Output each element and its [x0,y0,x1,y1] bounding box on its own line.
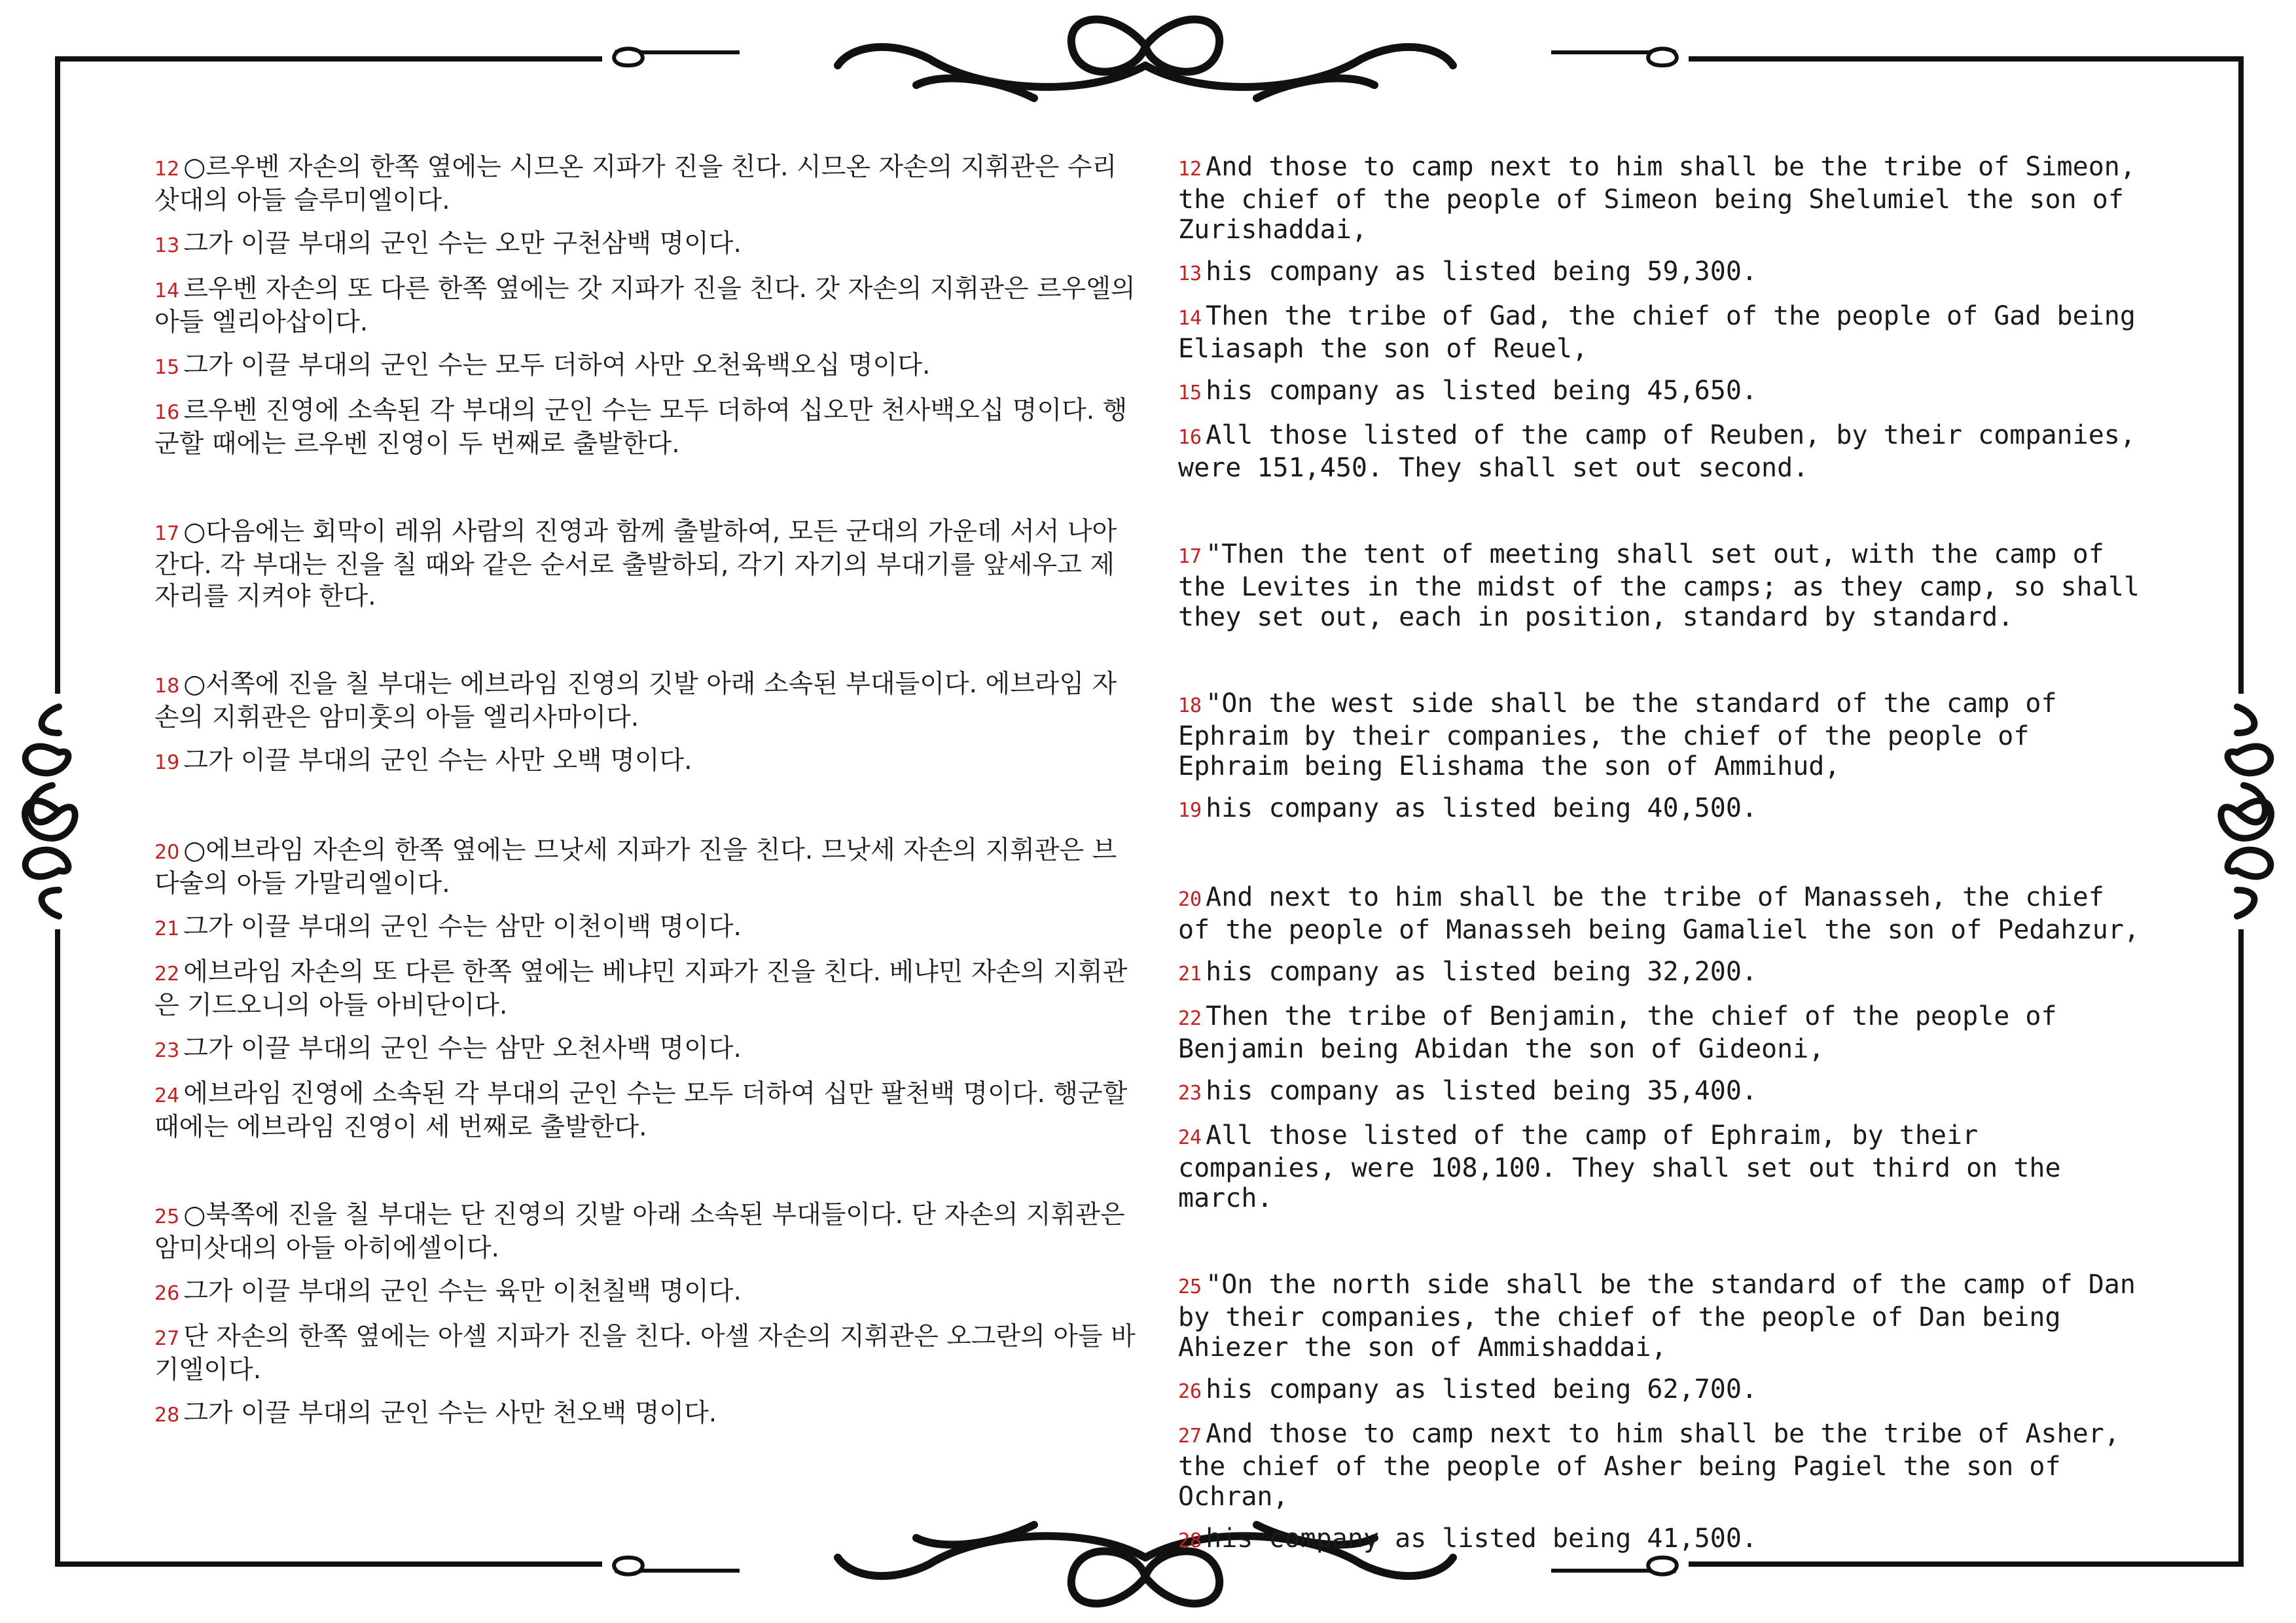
verse-number: 17 [154,522,180,545]
verse-number: 14 [154,279,180,302]
english-verse-27 [1178,1419,2147,1512]
english-verse-21 [1178,957,2147,990]
verse-number: 15 [154,356,180,379]
verse-text: Then the tribe of Gad, the chief of the people of Gad being Eliasaph the son of Reuel, [1178,301,2136,364]
verse-text: "On the north side shall be the standard of the camp of Dan by their companies, the chief of the people of Dan being Ahiezer the son of Ammishaddai, [1178,1270,2136,1363]
korean-verse-13 [154,228,1136,262]
verse-text: 르우벤 자손의 또 다른 한쪽 옆에는 갓 지파가 진을 친다. 갓 자손의 지휘관은 르우엘의 아들 엘리아삽이다. [154,274,1136,337]
verse-text: ○북쪽에 진을 칠 부대는 단 진영의 깃발 아래 소속된 부대들이다. 단 자손의 지휘관은 암미삿대의 아들 아히에셀이다. [154,1200,1125,1263]
english-verse-12 [1178,152,2147,245]
verse-text: his company as listed being 32,200. [1206,957,1757,987]
english-verse-18 [1178,688,2147,781]
korean-verse-12 [154,152,1136,217]
verse-text: 그가 이끌 부대의 군인 수는 삼만 오천사백 명이다. [183,1034,742,1063]
verse-text: his company as listed being 45,650. [1206,376,1757,406]
verse-number: 20 [154,841,180,864]
korean-verse-14 [154,274,1136,338]
english-verse-19 [1178,793,2147,826]
korean-verse-24 [154,1079,1136,1143]
verse-number: 17 [1178,545,1202,568]
verse-number: 23 [154,1039,180,1062]
verse-text: 그가 이끌 부대의 군인 수는 모두 더하여 사만 오천육백오십 명이다. [183,351,931,380]
verse-text: ○르우벤 자손의 한쪽 옆에는 시므온 지파가 진을 친다. 시므온 자손의 지휘관은 수리삿대의 아들 슬루미엘이다. [154,152,1117,215]
verse-text: 그가 이끌 부대의 군인 수는 삼만 이천이백 명이다. [183,912,742,942]
verse-text: 에브라임 자손의 또 다른 한쪽 옆에는 베냐민 지파가 진을 친다. 베냐민 자손의 지휘관은 기드오니의 아들 아비단이다. [154,957,1128,1020]
english-verse-16 [1178,420,2147,483]
verse-number: 18 [1178,694,1202,717]
verse-number: 16 [1178,426,1202,449]
verse-number: 12 [1178,158,1202,181]
verse-number: 23 [1178,1082,1202,1105]
verse-text: 그가 이끌 부대의 군인 수는 오만 구천삼백 명이다. [183,229,742,259]
verse-text: ○다음에는 회막이 레위 사람의 진영과 함께 출발하여, 모든 군대의 가운데 서서 나아간다. 각 부대는 진을 칠 때와 같은 순서로 출발하되, 각기 자기의 부대기를 앞세우고 제자리를 지켜야 한다. [154,517,1117,611]
verse-number: 26 [1178,1380,1202,1403]
verse-text: And next to him shall be the tribe of Manasseh, the chief of the people of Manasseh being Gamaliel the son of Pedahzur, [1178,882,2140,945]
verse-text: And those to camp next to him shall be the tribe of Simeon, the chief of the people of Simeon being Shelumiel the son of Zurishaddai, [1178,152,2136,245]
verse-number: 27 [154,1327,180,1350]
verse-text: Then the tribe of Benjamin, the chief of the people of Benjamin being Abidan the son of Gideoni, [1178,1001,2057,1064]
english-verse-17 [1178,539,2147,632]
verse-text: 그가 이끌 부대의 군인 수는 사만 천오백 명이다. [183,1399,717,1428]
korean-verse-19 [154,745,1136,779]
verse-text: 그가 이끌 부대의 군인 수는 사만 오백 명이다. [183,746,692,776]
korean-verse-25 [154,1200,1136,1264]
verse-number: 22 [154,963,180,986]
korean-verse-16 [154,395,1136,460]
verse-number: 20 [1178,888,1202,911]
verse-number: 14 [1178,307,1202,330]
verse-number: 15 [1178,382,1202,404]
verse-text: "Then the tent of meeting shall set out, with the camp of the Levites in the midst of the camps; as they camp, so shall they set out, each in position, standard by standard. [1178,539,2140,632]
korean-text-column [154,152,1136,1443]
right-scroll-ornament [2185,681,2296,942]
verse-number: 16 [154,401,180,424]
verse-text: his company as listed being 62,700. [1206,1374,1757,1404]
verse-number: 13 [1178,262,1202,285]
verse-text: 단 자손의 한쪽 옆에는 아셀 지파가 진을 친다. 아셀 자손의 지휘관은 오그란의 아들 바기엘이다. [154,1322,1136,1385]
top-scroll-ornament [576,0,1715,124]
english-text-column [1178,152,2147,1568]
verse-number: 24 [154,1084,180,1107]
korean-verse-15 [154,350,1136,383]
verse-text: 그가 이끌 부대의 군인 수는 육만 이천칠백 명이다. [183,1277,742,1306]
korean-verse-21 [154,912,1136,945]
verse-number: 24 [1178,1126,1202,1149]
verse-number: 18 [154,675,180,698]
verse-number: 28 [1178,1529,1202,1552]
verse-number: 27 [1178,1425,1202,1448]
english-verse-28 [1178,1524,2147,1556]
korean-verse-28 [154,1398,1136,1431]
verse-number: 13 [154,234,180,257]
left-scroll-ornament [0,681,111,942]
english-verse-24 [1178,1120,2147,1213]
verse-number: 19 [154,751,180,774]
korean-verse-23 [154,1033,1136,1067]
verse-text: And those to camp next to him shall be the tribe of Asher, the chief of the people of Asher being Pagiel the son of Ochran, [1178,1419,2120,1512]
verse-number: 28 [154,1404,180,1427]
english-verse-15 [1178,376,2147,408]
verse-number: 12 [154,158,180,181]
korean-verse-27 [154,1321,1136,1386]
verse-number: 25 [1178,1275,1202,1298]
verse-text: ○에브라임 자손의 한쪽 옆에는 므낫세 지파가 진을 친다. 므낫세 자손의 지휘관은 브다술의 아들 가말리엘이다. [154,836,1117,899]
verse-text: All those listed of the camp of Reuben, by their companies, were 151,450. They shall set out second. [1178,420,2136,483]
verse-text: 에브라임 진영에 소속된 각 부대의 군인 수는 모두 더하여 십만 팔천백 명이다. 행군할 때에는 에브라임 진영이 세 번째로 출발한다. [154,1079,1128,1142]
verse-text: his company as listed being 40,500. [1206,793,1757,823]
verse-text: ○서쪽에 진을 칠 부대는 에브라임 진영의 깃발 아래 소속된 부대들이다. 에브라임 자손의 지휘관은 암미훗의 아들 엘리사마이다. [154,669,1117,732]
verse-number: 25 [154,1205,180,1228]
english-verse-20 [1178,882,2147,945]
verse-number: 22 [1178,1007,1202,1030]
verse-number: 21 [1178,963,1202,986]
english-verse-23 [1178,1076,2147,1109]
verse-number: 26 [154,1282,180,1305]
english-verse-22 [1178,1001,2147,1064]
verse-text: his company as listed being 35,400. [1206,1076,1757,1106]
english-verse-26 [1178,1374,2147,1407]
korean-verse-26 [154,1276,1136,1310]
english-verse-25 [1178,1270,2147,1363]
english-verse-14 [1178,301,2147,364]
verse-text: All those listed of the camp of Ephraim, by their companies, were 108,100. They shall set out third on the march. [1178,1120,2061,1213]
korean-verse-17 [154,516,1136,613]
korean-verse-20 [154,835,1136,900]
verse-number: 21 [154,918,180,940]
verse-number: 19 [1178,799,1202,822]
verse-text: his company as listed being 41,500. [1206,1524,1757,1554]
korean-verse-22 [154,957,1136,1022]
verse-text: 르우벤 진영에 소속된 각 부대의 군인 수는 모두 더하여 십오만 천사백오십 명이다. 행군할 때에는 르우벤 진영이 두 번째로 출발한다. [154,396,1128,459]
verse-text: "On the west side shall be the standard of the camp of Ephraim by their companies, the chief of the people of Ephraim being Elishama the son of Ammihud, [1178,688,2057,781]
korean-verse-18 [154,669,1136,734]
verse-text: his company as listed being 59,300. [1206,257,1757,287]
english-verse-13 [1178,257,2147,289]
